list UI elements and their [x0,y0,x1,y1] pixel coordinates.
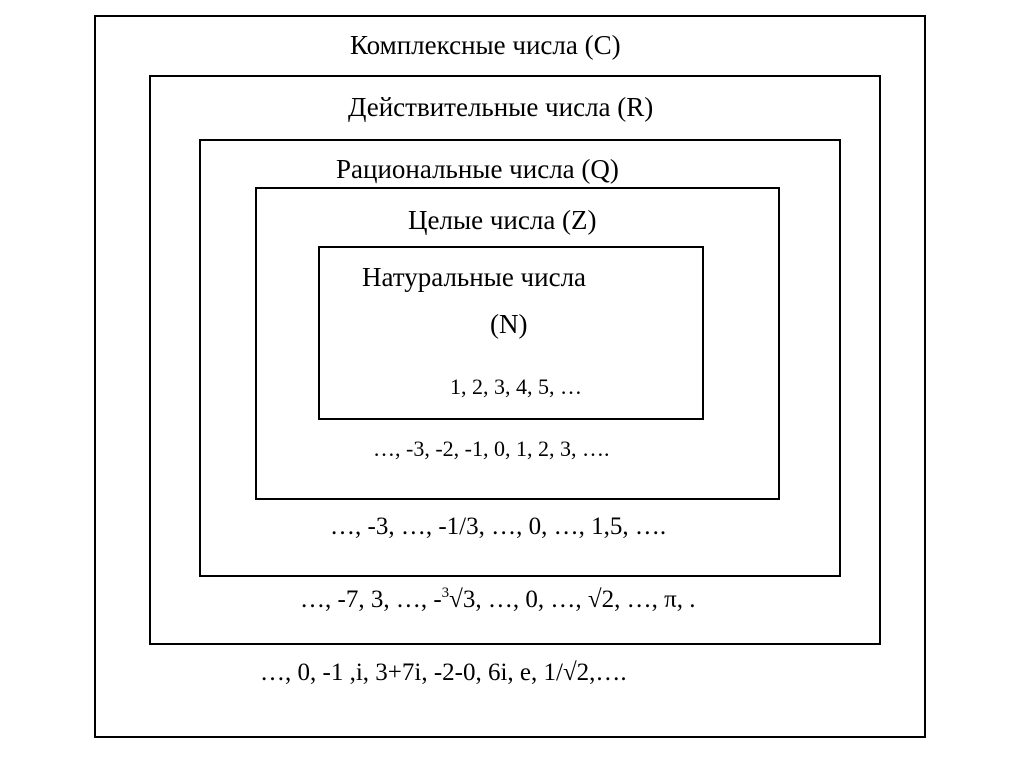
real-examples-post: √3, …, 0, …, √2, …, π, . [449,586,696,613]
integer-numbers-title: Целые числа (Z) [408,205,597,235]
real-examples-pre: …, -7, 3, …, - [300,586,442,613]
natural-numbers-examples: 1, 2, 3, 4, 5, … [450,374,582,399]
real-numbers-title: Действительные числа (R) [348,92,654,122]
natural-numbers-title: Натуральные числа [362,262,587,292]
cube-root-index: 3 [441,585,450,601]
complex-numbers-title: Комплексные числа (C) [350,30,621,60]
rational-numbers-title: Рациональные числа (Q) [336,154,619,184]
natural-numbers-symbol: (N) [490,309,528,339]
complex-numbers-examples: …, 0, -1 ,i, 3+7i, -2-0, 6i, e, 1/√2,…. [260,659,627,686]
rational-numbers-examples: …, -3, …, -1/3, …, 0, …, 1,5, …. [330,513,667,540]
integer-numbers-examples: …, -3, -2, -1, 0, 1, 2, 3, …. [373,436,610,461]
real-numbers-examples [300,586,695,612]
